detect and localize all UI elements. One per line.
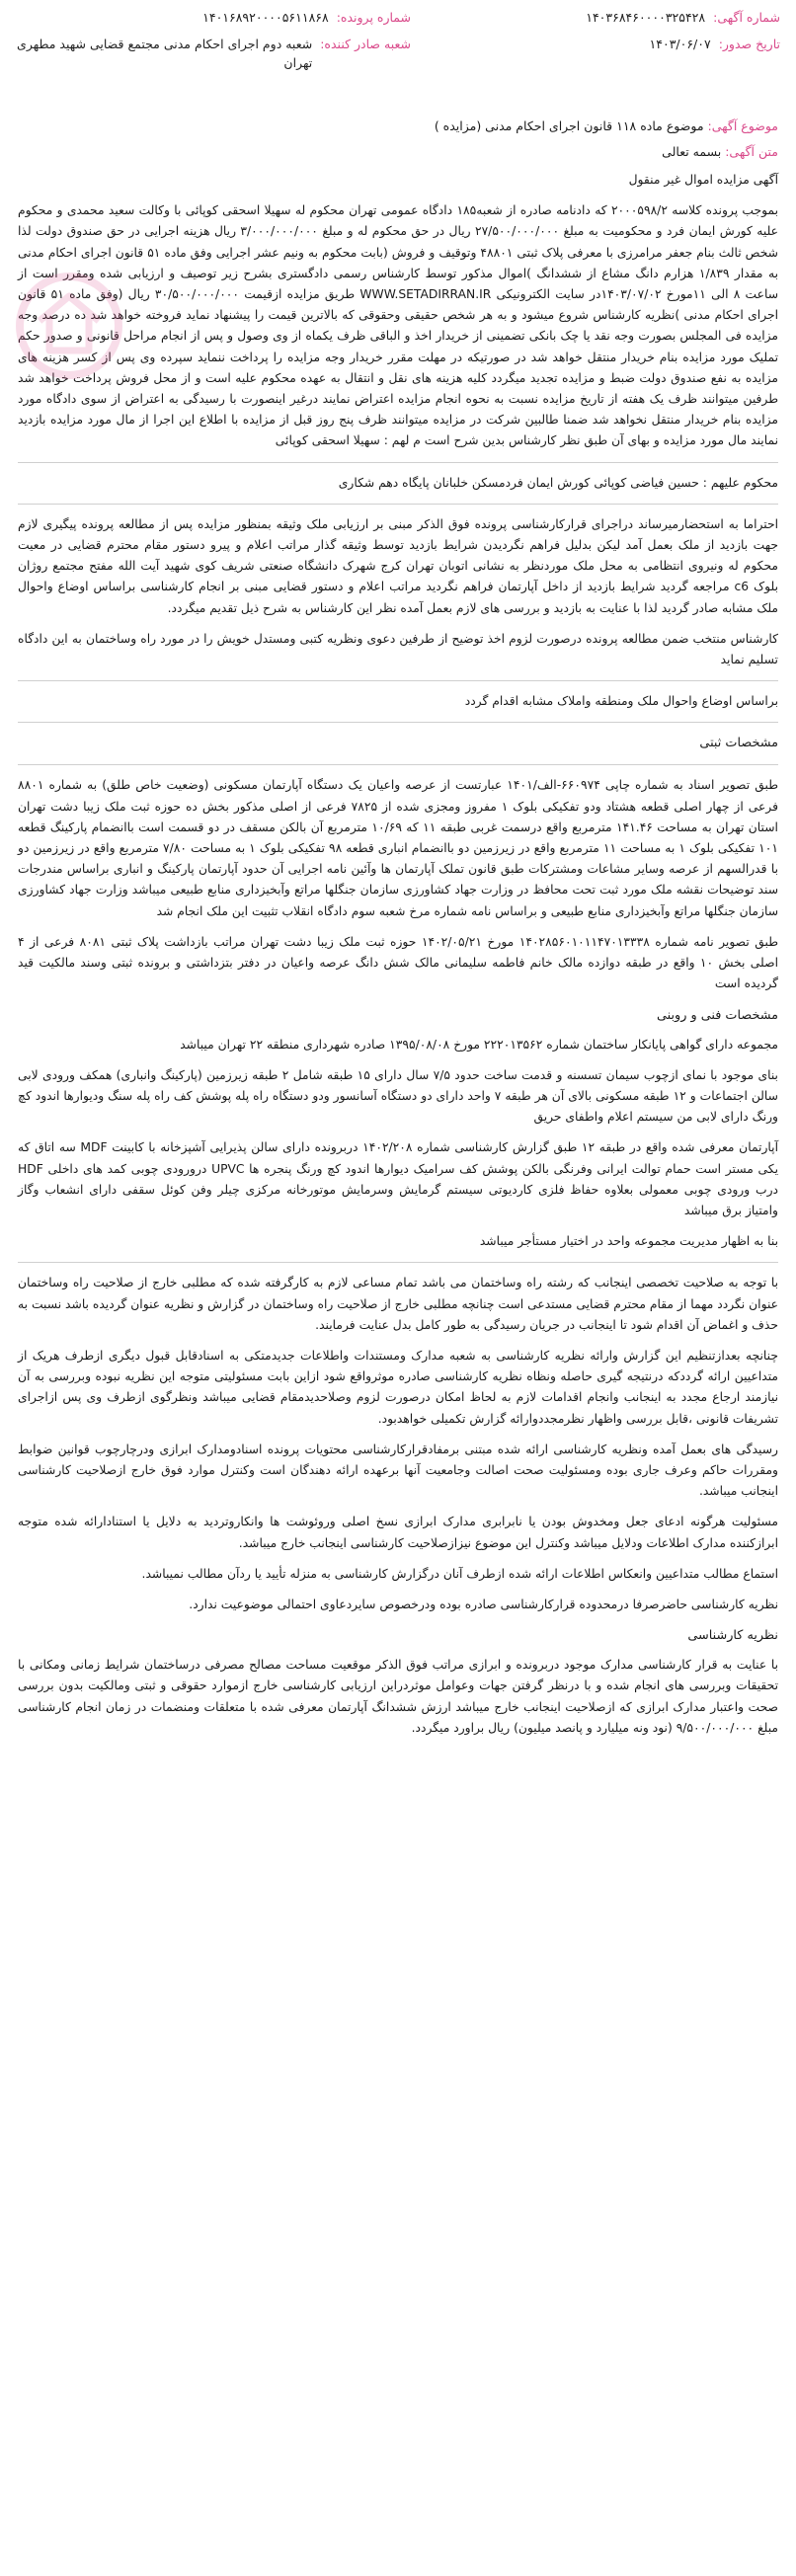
- divider: [18, 764, 778, 765]
- issuer-row: [16, 35, 411, 72]
- ad-number-label: شماره آگهی:: [713, 10, 780, 25]
- ad-number-row: [405, 8, 780, 27]
- paragraph-completion-cert: مجموعه دارای گواهی پایانکار ساختمان شماره ۲۲۲۰۱۳۵۶۲ مورخ ۱۳۹۵/۰۸/۰۸ صادره شهرداری منطقه ۲۲ تهران میباشد: [180, 1037, 778, 1052]
- case-number-label: شماره پرونده:: [336, 10, 411, 25]
- paragraph-auction-terms: بموجب پرونده کلاسه ۲۰۰۰۵۹۸/۲ که دادنامه صادره از شعبه۱۸۵ دادگاه عمومی تهران محکوم له سهیلا اسحقی کوپائی با وکالت سعید محمدی و محکوم علیه کورش ایمان فرد و محکومیت به مبلغ ۲۷/۵۰۰/۰۰۰/۰۰۰ ریال در حق محکوم له و مبلغ ۳/۰۰۰/۰۰۰/۰۰۰ ریال هزینه اجرایی در حق صندوق دولت لذا شخص ثالث بنام جعفر مرامرزی با معرفی پلاک ثبتی ۴۸۸۰۱ وتوقیف و فروش (بابت محکوم به ونیم عشر اجرایی وفق ماده ۵۱ قانون اجرای احکام مدنی به مقدار ۱/۸۳۹ هزارم دانگ مشاع از ششدانگ )اموال مذکور توسط کارشناس رسمی دادگستری بشرح زیر توصیف و ارزیابی شده ومقرر است از ساعت ۸ الی ۱۱مورخ ۱۴۰۳/۰۷/۰۲در سایت الکترونیکی WWW.SETADIRRAN.IR طریق مزایده ازقیمت ۳۰/۵۰۰/۰۰۰/۰۰۰ ریال (وفق ماده ۵۱ قانون اجرای احکام مدنی )نظریه کارشناس شروع میشود و به هر شخص حقیقی وحقوقی که بالاترین قیمت را پیشنهاد نماید فروخته خواهد شد ده درصد وجه مزایده فی المجلس بصورت وجه نقد یا چک بانکی تضمینی از خریدار اخذ و الباقی ظرف یکماه از وی وصول و پس از انجام مراحل قانونی و صدور حکم تملیک مورد مزایده بنام خریدار منتقل خواهد شد در صورتیکه در مهلت مقرر خریدار وجه مزایده را پرداخت ننماید سپرده وی پس از کسر هزینه های مزایده به نفع صندوق دولت ضبط و مزایده تجدید میگردد کلیه هزینه های نقل و انتقال به عهده محکوم علیه است و از محل فروش پرداخت خواهد شد طرفین میتوانند ظرف یک هفته از تاریخ مزایده نسبت به نحوه انجام مزایده اعتراض نمایند درغیر اینصورت با رسیدگی به اعتراض از سوی دادگاه مورد مزایده بنام خریدار منتقل نخواهد شد ضمنا طالبین شرکت در مزایده میتوانند ظرف پنج روز قبل از مزایده با اطلاع این اجرا از مال مورد مزایده بازدید نمایند مال مورد مزایده و بهای آن طبق نظر کارشناس بدین شرح است م لهم : سهیلا اسحقی کوپائی: [18, 203, 779, 448]
- paragraph-scope: نظریه کارشناسی حاضرصرفا درمحدوده قرارکارشناسی صادره بوده ودرخصوص سایردعاوی احتمالی موضوعیت ندارد.: [189, 1597, 778, 1611]
- tech-title: مشخصات فنی و روبنی: [656, 1007, 778, 1023]
- case-number: ۱۴۰۱۶۸۹۲۰۰۰۰۵۶۱۱۸۶۸: [202, 10, 329, 25]
- ad-text-label: متن آگهی:: [725, 144, 778, 159]
- ad-body: [18, 170, 778, 452]
- ad-text-row: [18, 142, 778, 162]
- divider: [18, 462, 778, 463]
- subject-row: [18, 117, 778, 136]
- paragraph-statements: استماع مطالب متداعیین وانعکاس اطلاعات ارائه شده ازطرف آنان درگزارش کارشناسی به منزله تأیید یا ردآن مطالب نمیباشد.: [141, 1566, 778, 1581]
- subject-value: موضوع ماده ۱۱۸ قانون اجرای احکام مدنی (مزایده ): [434, 118, 704, 133]
- issue-date-label: تاریخ صدور:: [718, 37, 780, 51]
- convict-names: حسین فیاضی کوپائی کورش ایمان فردمسکن خلبانان پایگاه دهم شکاری: [338, 475, 699, 490]
- paragraph-expert-duty: کارشناس منتخب ضمن مطالعه پرونده درصورت لزوم اخذ توضیح از طرفین دعوی ونظریه کتبی ومستدل خویش را در مورد راه وساختمان به این دادگاه تسلیم نماید: [18, 631, 778, 667]
- paragraph-seizure: طبق تصویر نامه شماره ۱۴۰۲۸۵۶۰۱۰۱۱۴۷۰۱۳۳۳۸ مورخ ۱۴۰۲/۰۵/۲۱ حوزه ثبت ملک زیبا دشت تهران مراتب بازداشت پلاک ثبتی ۸۰۸۱ فرعی از ۴ اصلی بخش ۱۰ واقع در طبقه دوازده مالک خانم فاطمه سلیمانی مالک شش دانگ عرصه واعیان در دفتر بتزداشتی و برونده ثبتی وسند مالکیت قید گردیده است: [18, 934, 778, 991]
- expert-opinion-title: نظریه کارشناسی: [687, 1628, 778, 1644]
- paragraph-tenant: بنا به اظهار مدیریت مجموعه واحد در اختیار مستأجر میباشد: [479, 1234, 778, 1249]
- paragraph-apartment: آپارتمان معرفی شده واقع در طبقه ۱۲ طبق گزارش کارشناسی شماره ۱۴۰۲/۲۰۸ دربرونده دارای سالن پذیرایی آشپزخانه با کابینت MDF سه اتاق که یکی مستر است حمام توالت ایرانی وفرنگی بالکن پوشش کف سرامیک دیوارها اندود کچ ورنگ پنجره ها UPVC درورودی چوبی کمد های داخلی HDF درب ورودی چوبی معمولی بعلاوه حفاظ فلزی کاردیوتی سیستم گرمایش وسرمایش موتورخانه مرکزی چیلر وفن کوئل سقفی دارای انشعاب وگاز وامتیاز برق میباشد: [18, 1140, 779, 1217]
- header-right-column: [405, 8, 780, 61]
- issuer: شعبه دوم اجرای احکام مدنی مجتمع قضایی شهید مطهری تهران: [17, 37, 313, 70]
- ad-text-open: بسمه تعالی: [662, 144, 722, 159]
- registry-title: مشخصات ثبتی: [699, 736, 778, 751]
- divider: [18, 680, 778, 681]
- paragraph-building: بنای موجود با نمای ازچوب سیمان تسسنه و قدمت ساخت حدود ۷/۵ سال دارای ۱۵ طبقه شامل ۲ طبقه زیرزمین (پارکینگ وانباری) همکف ورودی لابی سالن اجتماعات و ۱۲ طبقه مسکونی بالای آن هر طبقه ۷ واحد دارای دو دستگاه آسانسور ودو دستگاه راه پله پوشش کف راه پله سنگ ودیوارها اندود کچ ورنگ دارای لابی من سیستم اعلام واطفای حریق: [18, 1067, 778, 1125]
- divider: [18, 1262, 778, 1263]
- convict-label: محکوم علیهم :: [702, 475, 778, 490]
- paragraph-basis-of-review: رسیدگی های بعمل آمده ونظریه کارشناسی ارائه شده مبتنی برمفادقرارکارشناسی محتویات پرونده اسنادومدارک ابرازی ودرچارچوب قوانین ضوابط ومقررات حاکم وعرف جاری بوده ومسئولیت صحت اصالت وجامعیت آنها برعهده ارائه دهندگان است وکنترل موارد فوق خارج ازصلاحیت کارشناسی اینجانب میباشد.: [18, 1442, 778, 1499]
- paragraph-basis: براساس اوضاع واحوال ملک ومنطقه واملاک مشابه اقدام گردد: [464, 694, 778, 709]
- header: [12, 0, 784, 111]
- expert-report: [18, 514, 778, 670]
- case-number-row: [16, 8, 411, 27]
- intro-title: آگهی مزایده اموال غیر منقول: [628, 173, 778, 187]
- registry-section: [18, 775, 778, 994]
- issue-date: ۱۴۰۳/۰۶/۰۷: [649, 37, 711, 51]
- tech-section: [18, 1035, 778, 1253]
- issue-date-row: [405, 35, 780, 53]
- header-left-column: [16, 8, 411, 80]
- divider: [18, 722, 778, 723]
- subject-label: موضوع آگهی:: [707, 118, 778, 133]
- divider: [18, 504, 778, 505]
- paragraph-valuation: با عنایت به قرار کارشناسی مدارک موجود دربرونده و ابرازی مراتب فوق الذکر موقعیت مساحت مصالح مصرفی درساختمان شرایط زمانی ومکانی با تحقیقات وبررسی های انجام شده و با درنظر گرفتن جهات وعوامل موثردراین ارزیابی کارشناسی خارج ازموارد حقوقی و ثبتی ومالکیت بدون بررسی صحت واعتبار مدارک ابرازی که ازصلاحیت اینجانب خارج میباشد ارزش ششدانگ آپارتمان معرفی شده با متعلقات ومنضمات در زمان انجام کارشناسی مبلغ ۹/۵۰۰/۰۰۰/۰۰۰ (نود ونه میلیارد و پانصد میلیون) ریال براورد میگردد.: [18, 1658, 778, 1735]
- disclaimer-section: [18, 1273, 778, 1615]
- paragraph-new-documents: چنانچه بعدازتنظیم این گزارش وارائه نظریه کارشناسی به شعبه مدارک ومستندات واطلاعات جدیدمتکی به اسنادقابل قبول دیگری ازطرف هریک از متداعیین ارائه گرددکه درنتیجه گیری حاصله ونظاه نظریه کارشناسی صادره موثرواقع شود ازاین بابت مسئولیتی متوجه این نظریه نبوده وبررسی به آن نیازمند ارجاع مجدد به اینجانب وانجام اقدامات لازم به لحاظ امکان درصورت لزوم وصلاحدیدمقام قضایی میباشد ونظرگوی ازطرف وی پس ازاجرای تشریفات قانونی ،قابل بررسی واظهار نظرمجددوارائه گزارش تکمیلی خواهدبود.: [18, 1348, 778, 1426]
- paragraph-forgery: مسئولیت هرگونه ادعای جعل ومخدوش بودن یا نابرابری مدارک ابرازی نسخ اصلی وروئوشت ها وانکاروتردید به دلایل یا استنادارائه شده متوجه ابرازکننده مدارک اطلاعات ودلایل میباشد وکنترل این موضوع نیزازصلاحیت کارشناسی اینجانب خارج میباشد.: [18, 1515, 778, 1550]
- convict-row: [18, 473, 778, 494]
- ad-number: ۱۴۰۳۶۸۴۶۰۰۰۰۳۲۵۴۲۸: [586, 10, 706, 25]
- paragraph-visit: احتراما به استحضارمیرساند دراجرای قرارکارشناسی پرونده فوق الذکر مبنی بر ارزیابی ملک وثیقه بمنظور مزایده پس از مطالعه پرونده پیگیری لازم جهت بازدید از ملک بعمل آمد لیکن بدلیل فراهم نگردیدن شرایط بازدید توسط وثیقه گذار مراتب اعلام و پیرو دستور مقام محترم قضایی در معیت محکوم له ونیروی انتظامی به محل ملک موردنظر به نشانی اتوبان تهران کرج شهرک دانشگاه صنعتی شریف کوی شهید آیت الله مفتح مجتمع روژان بلوک c6 مراجعه گردید شرایط بازدید از داخل آپارتمان فراهم نگردید مراتب اعلام و دستور قضایی مبنی بر انجام کارشناسی براساس اوضاع واحوال ملک مشابه صادر گردید لذا با عنایت به بازدید و بررسی های لازم بعمل آمده نظر این کارشناس به شرح ذیل تقدیم میگردد.: [18, 516, 778, 615]
- paragraph-deed: طبق تصویر اسناد به شماره چاپی ۶۶۰۹۷۴-الف/۱۴۰۱ عبارتست از عرصه واعیان یک دستگاه آپارتمان مسکونی (وضعیت خاص طلق) به شماره ۸۸۰۱ فرعی از چهار اصلی قطعه هشتاد ودو تفکیکی بلوک ۱ مفروز ومجزی شده از ۷۸۲۵ فرعی از اصلی مذکور بخش ده حوزه ثبت ملک زیبا دشت تهران استان تهران به مساحت ۱۴۱.۴۶ مترمربع واقع درسمت غربی طبقه ۱۱ که ۱۰/۶۹ مترمربع آن بالکن مسقف در دو قسمت است باانضمام پارکینگ قطعه ۱۰۱ تفکیکی بلوک ۱ به مساحت ۱۱ مترمربع واقع در زیرزمین دو باانضمام انباری قطعه ۹۸ تفکیکی بلوک ۱ به مساحت ۷/۸۰ مترمربع واقع در زیرزمین دو با قدرالسهم از عرصه وسایر مشاعات ومشترکات طبق قانون تملک آپارتمان ها وآئین نامه اجرایی آن حدود آپارتمان پارکینگ و انباری براساس مندرجات سند توضیحات نقشه ملک مورد ثبت تحت محافظ در وزارت جهاد کشاورزی سازمان جنگلها مراتع وآبخیزداری منابع طبیعی میباشد وزارت جهاد کشاورزی سازمان جنگلها مراتع وآبخیزداری منابع طبیعی و براساس نامه شماره مرخ شعبه سوم دادگاه انقلاب تثبیت این ملک انجام شد: [18, 778, 778, 918]
- paragraph-competence: با توجه به صلاحیت تخصصی اینجانب که رشته راه وساختمان می باشد تمام مساعی لازم به کارگرفته شده که مطلبی خارج از صلاحیت راه وساختمان عنوان نگردد مهما از مقام محترم قضایی مستدعی است چنانچه مطلبی خارج از صلاحیت راه وساختمان در گزارش و نظریه عنوان گردیده باشد نسبت به حذف و اغماض آن اقدام شود تا اینجانب در جریان رسیدگی به طور کامل بدل عنایت فرمایند.: [18, 1276, 778, 1332]
- issuer-label: شعبه صادر کننده:: [320, 37, 411, 51]
